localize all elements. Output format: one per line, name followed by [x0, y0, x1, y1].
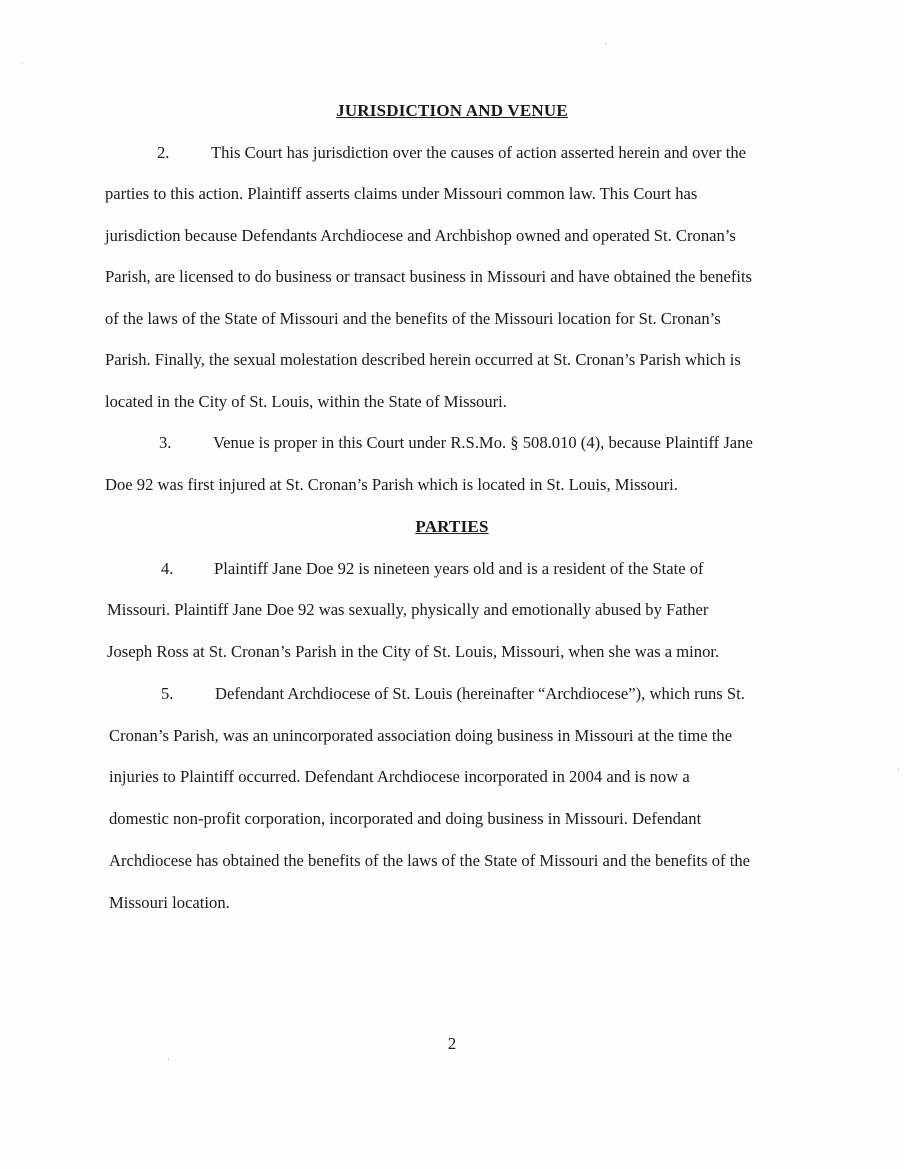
paragraph-line: Missouri location. [109, 893, 230, 912]
scan-speck [898, 769, 899, 770]
paragraph-line: Joseph Ross at St. Cronan’s Parish in the City of St. Louis, Missouri, when she was a minor. [107, 642, 720, 661]
paragraph-line: of the laws of the State of Missouri and the benefits of the Missouri location for St. Cronan’s [105, 309, 721, 328]
paragraph-line: This Court has jurisdiction over the causes of action asserted herein and over the [211, 143, 746, 162]
section-heading-jurisdiction: JURISDICTION AND VENUE [336, 101, 568, 120]
scan-speck [22, 62, 23, 63]
paragraph-number: 3. [159, 433, 172, 452]
paragraph-line: Doe 92 was first injured at St. Cronan’s Parish which is located in St. Louis, Missouri. [105, 475, 678, 494]
paragraph-line: parties to this action. Plaintiff asserts claims under Missouri common law. This Court has [105, 184, 698, 203]
paragraph-line: Cronan’s Parish, was an unincorporated association doing business in Missouri at the time the [109, 726, 733, 745]
paragraph-line: Parish, are licensed to do business or transact business in Missouri and have obtained the benefits [105, 267, 753, 286]
paragraph-line: Missouri. Plaintiff Jane Doe 92 was sexually, physically and emotionally abused by Father [107, 600, 709, 619]
paragraph-line: Defendant Archdiocese of St. Louis (hereinafter “Archdiocese”), which runs St. [215, 684, 745, 703]
paragraph-line: Venue is proper in this Court under R.S.Mo. § 508.010 (4), because Plaintiff Jane [213, 433, 753, 452]
scan-speck [168, 1059, 169, 1060]
scan-speck [605, 43, 606, 44]
paragraph-number: 2. [157, 143, 170, 162]
paragraph-line: Parish. Finally, the sexual molestation described herein occurred at St. Cronan’s Parish which is [105, 350, 741, 369]
page-number: 2 [447, 1034, 457, 1053]
paragraph-number: 5. [161, 684, 174, 703]
paragraph-line: jurisdiction because Defendants Archdiocese and Archbishop owned and operated St. Cronan’s [105, 226, 736, 245]
paragraph-number: 4. [161, 559, 174, 578]
paragraph-line: located in the City of St. Louis, within the State of Missouri. [105, 392, 507, 411]
paragraph-line: domestic non-profit corporation, incorporated and doing business in Missouri. Defendant [109, 809, 702, 828]
paragraph-line: Plaintiff Jane Doe 92 is nineteen years old and is a resident of the State of [214, 559, 704, 578]
section-heading-parties: PARTIES [415, 517, 489, 536]
paragraph-line: Archdiocese has obtained the benefits of the laws of the State of Missouri and the benefits of the [109, 851, 750, 870]
paragraph-line: injuries to Plaintiff occurred. Defendant Archdiocese incorporated in 2004 and is now a [109, 767, 690, 786]
